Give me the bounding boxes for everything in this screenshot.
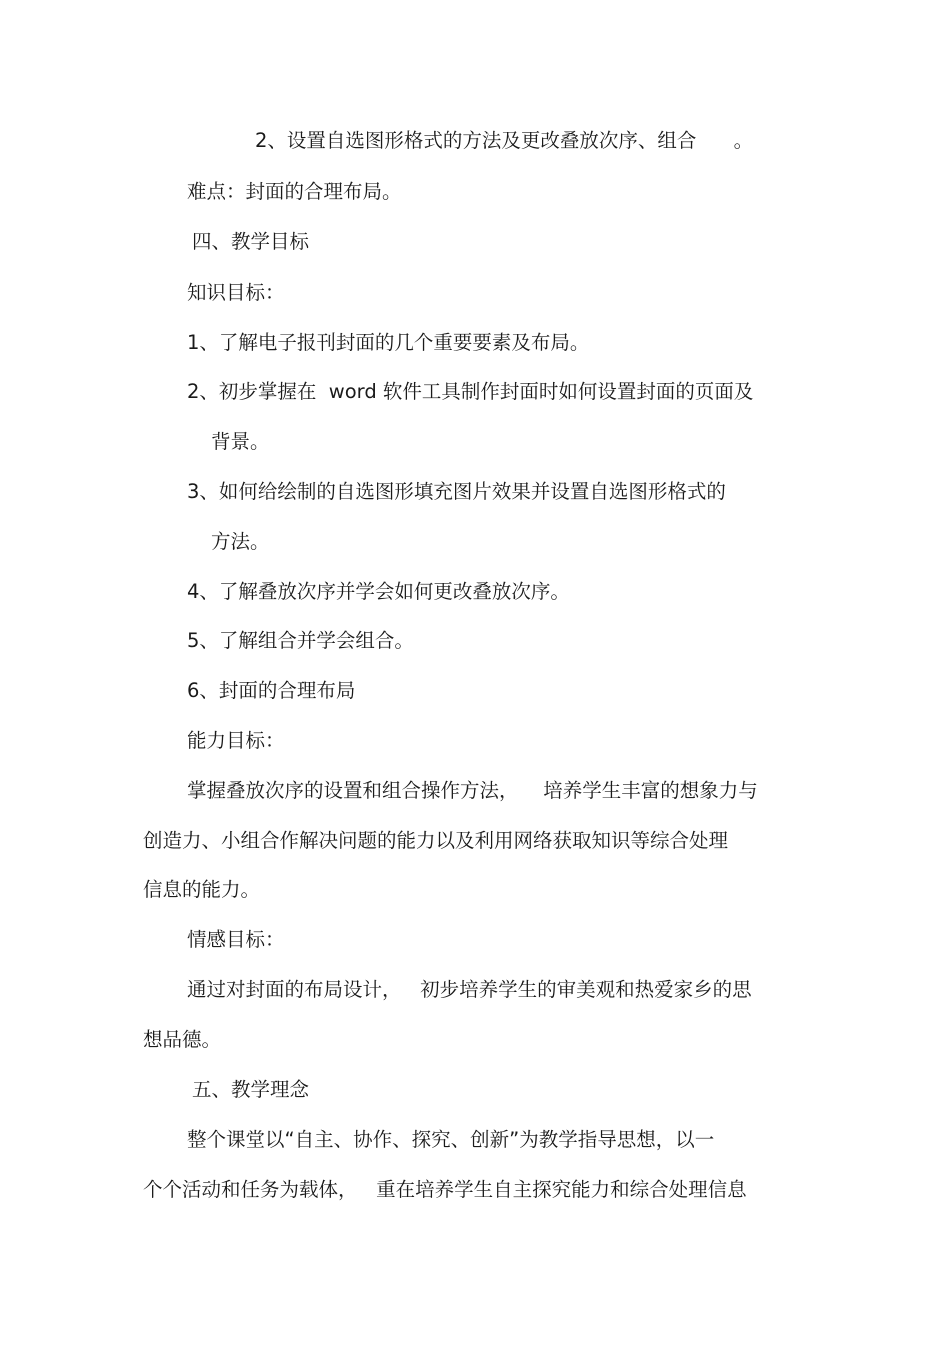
emotion-paragraph-line-1: 通过对封面的布局设计， 初步培养学生的审美观和热爱家乡的思	[187, 978, 752, 1001]
ability-paragraph-line-2: 创造力、小组合作解决问题的能力以及利用网络获取知识等综合处理	[143, 829, 729, 852]
emotion-paragraph-line-2: 想品德。	[143, 1028, 222, 1051]
ability-paragraph-line-1: 掌握叠放次序的设置和组合操作方法， 培养学生丰富的想象力与	[187, 779, 758, 802]
philosophy-paragraph-line-2: 个个活动和任务为载体， 重在培养学生自主探究能力和综合处理信息	[143, 1178, 747, 1201]
ability-paragraph-line-3: 信息的能力。	[143, 878, 261, 901]
section-heading-philosophy: 五、教学理念	[192, 1078, 310, 1101]
knowledge-item-5: 5、了解组合并学会组合。	[187, 629, 414, 652]
knowledge-item-3-cont: 方法。	[211, 530, 270, 553]
ability-objectives-label: 能力目标：	[187, 729, 285, 752]
key-point-2: 2、设置自选图形格式的方法及更改叠放次序、组合 。	[255, 129, 754, 152]
section-heading-objectives: 四、教学目标	[192, 230, 310, 253]
difficulty-line: 难点：封面的合理布局。	[187, 180, 402, 203]
knowledge-item-3: 3、如何给绘制的自选图形填充图片效果并设置自选图形格式的	[187, 480, 726, 503]
philosophy-paragraph-line-1: 整个课堂以“自主、协作、探究、创新”为教学指导思想，以一	[187, 1128, 715, 1151]
knowledge-item-6: 6、封面的合理布局	[187, 679, 356, 702]
knowledge-item-2: 2、初步掌握在 word 软件工具制作封面时如何设置封面的页面及	[187, 380, 754, 403]
knowledge-item-2-cont: 背景。	[211, 430, 270, 453]
knowledge-objectives-label: 知识目标：	[187, 281, 285, 304]
emotion-objectives-label: 情感目标：	[187, 928, 285, 951]
knowledge-item-1: 1、了解电子报刊封面的几个重要要素及布局。	[187, 331, 590, 354]
knowledge-item-4: 4、了解叠放次序并学会如何更改叠放次序。	[187, 580, 570, 603]
